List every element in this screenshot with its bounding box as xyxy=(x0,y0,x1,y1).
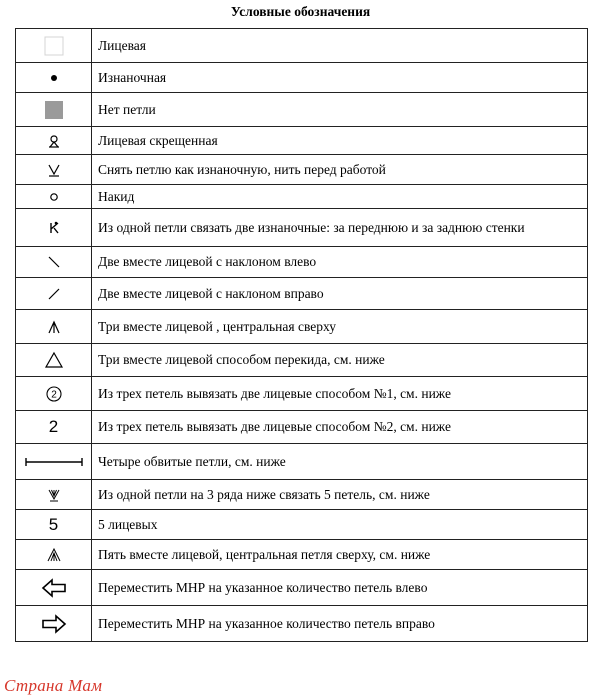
legend-row xyxy=(16,377,588,411)
number-two-icon: 2 xyxy=(48,417,59,436)
decrease-right-icon xyxy=(46,286,62,302)
legend-row xyxy=(16,185,588,209)
watermark-logo: Страна Мам xyxy=(4,676,103,695)
legend-row-text: Изнаночная xyxy=(92,63,588,93)
legend-row-text: Три вместе лицевой способом перекида, см. ниже xyxy=(92,344,588,377)
legend-row xyxy=(16,209,588,247)
legend-row-text: Из трех петель вывязать две лицевые способом №1, см. ниже xyxy=(92,377,588,411)
legend-row xyxy=(16,93,588,127)
legend-row-text: Снять петлю как изнаночную, нить перед работой xyxy=(92,155,588,185)
legend-row xyxy=(16,570,588,606)
circled-two-icon xyxy=(45,385,63,403)
three-together-center-icon xyxy=(46,319,62,335)
five-together-icon xyxy=(46,547,62,563)
slip-stitch-icon xyxy=(46,162,62,178)
legend-row xyxy=(16,510,588,540)
gray-square-icon xyxy=(44,100,64,120)
legend-row xyxy=(16,540,588,570)
legend-row xyxy=(16,444,588,480)
legend-row xyxy=(16,344,588,377)
five-from-one-icon xyxy=(46,487,62,503)
decrease-left-icon xyxy=(46,254,62,270)
legend-row xyxy=(16,411,588,444)
legend-row-text: Из трех петель вывязать две лицевые способом №2, см. ниже xyxy=(92,411,588,444)
legend-table xyxy=(15,28,588,642)
empty-square-icon xyxy=(44,36,64,56)
legend-row-text: Две вместе лицевой с наклоном влево xyxy=(92,247,588,278)
legend-row xyxy=(16,247,588,278)
legend-row xyxy=(16,127,588,155)
yarn-over-circle-icon xyxy=(48,191,60,203)
legend-row xyxy=(16,63,588,93)
number-five-icon: 5 xyxy=(48,514,59,534)
legend-row-text: Накид xyxy=(92,185,588,209)
legend-row xyxy=(16,310,588,344)
legend-row xyxy=(16,606,588,642)
legend-row-text: Лицевая скрещенная xyxy=(92,127,588,155)
legend-row-text: Из одной петли связать две изнаночные: за переднюю и за заднюю стенки xyxy=(92,209,588,247)
two-purl-from-one-icon xyxy=(46,220,62,236)
legend-row xyxy=(16,29,588,63)
arrow-right-icon xyxy=(41,614,67,634)
legend-row-text: Лицевая xyxy=(92,29,588,63)
legend-row-text: Четыре обвитые петли, см. ниже xyxy=(92,444,588,480)
triangle-icon xyxy=(44,351,64,369)
arrow-left-icon xyxy=(41,578,67,598)
crossed-knit-icon xyxy=(47,133,61,149)
legend-row-text: Пять вместе лицевой, центральная петля сверху, см. ниже xyxy=(92,540,588,570)
legend-row xyxy=(16,480,588,510)
legend-row-text: Две вместе лицевой с наклоном вправо xyxy=(92,278,588,310)
legend-row-text: Три вместе лицевой , центральная сверху xyxy=(92,310,588,344)
dot-icon xyxy=(48,72,60,84)
legend-row-text: Переместить МНР на указанное количество петель влево xyxy=(92,570,588,606)
legend-row-text: Нет петли xyxy=(92,93,588,127)
svg-text:2: 2 xyxy=(50,389,57,400)
legend-row-text: Переместить МНР на указанное количество петель вправо xyxy=(92,606,588,642)
wrapped-bar-icon xyxy=(24,455,84,469)
legend-row xyxy=(16,278,588,310)
legend-row-text: Из одной петли на 3 ряда ниже связать 5 петель, см. ниже xyxy=(92,480,588,510)
legend-title: Условные обозначения xyxy=(230,4,371,19)
legend-row-text: 5 лицевых xyxy=(92,510,588,540)
legend-row xyxy=(16,155,588,185)
